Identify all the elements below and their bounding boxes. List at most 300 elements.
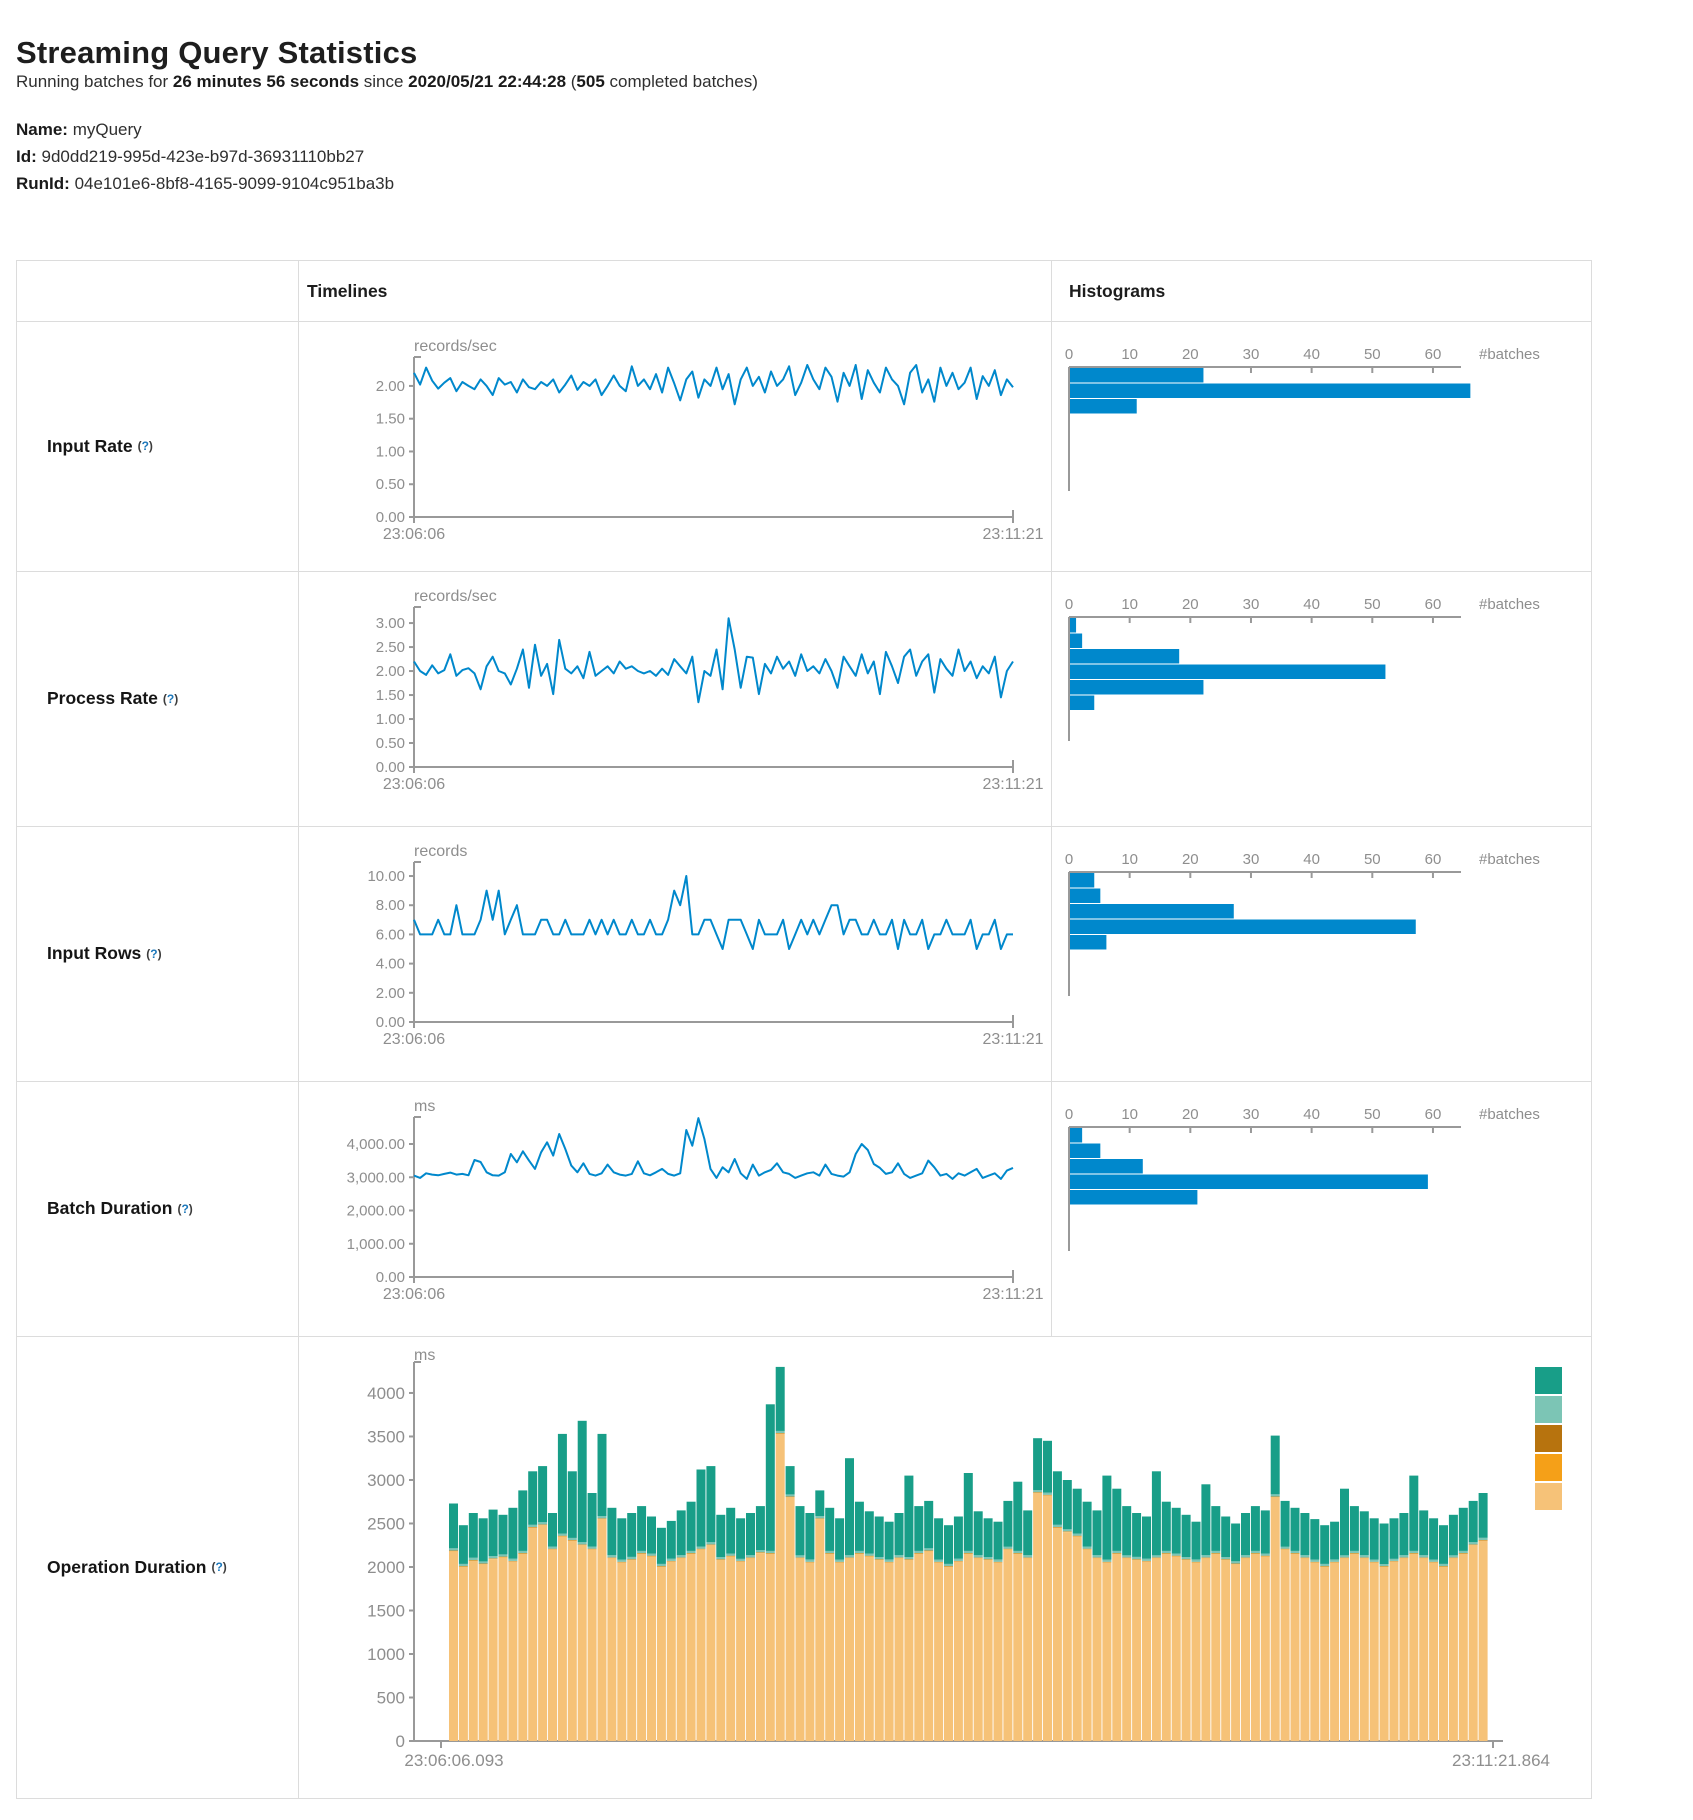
help-open-paren: ( <box>211 1560 216 1574</box>
help-close-paren: ) <box>222 1560 227 1574</box>
stacked-bar-segment <box>904 1557 913 1559</box>
stacked-bar-segment <box>1093 1510 1102 1555</box>
stacked-bar-segment <box>558 1434 567 1534</box>
stacked-bar-segment <box>1320 1525 1329 1564</box>
stacked-bar-segment <box>647 1557 656 1742</box>
stacked-bar-segment <box>1221 1560 1230 1741</box>
stacked-bar-segment <box>538 1522 547 1524</box>
row-label-process-rate <box>17 571 298 826</box>
stacked-bar-segment <box>756 1550 765 1552</box>
stacked-bar-segment <box>1083 1502 1092 1547</box>
operation-duration-stacked-chart <box>298 1336 1591 1803</box>
stacked-bar-segment <box>489 1556 498 1558</box>
y-tick-label: 1,000.00 <box>346 1235 405 1253</box>
stacked-bar-segment <box>974 1511 983 1555</box>
input-rows-histogram-svg <box>1051 826 1607 1076</box>
query-id-value: 9d0dd219-995d-423e-b97d-36931110bb27 <box>41 147 365 166</box>
stacked-bar-segment <box>805 1563 814 1741</box>
stacked-bar-segment <box>449 1504 458 1549</box>
stacked-bar-segment <box>716 1557 725 1559</box>
x-tick-label: 10 <box>1121 596 1139 613</box>
help-close-paren: ) <box>148 439 153 453</box>
x-tick-label: 30 <box>1242 346 1260 363</box>
stacked-bar-segment <box>1122 1506 1131 1555</box>
stacked-bar-segment <box>746 1513 755 1555</box>
subtitle-suffix: completed batches) <box>604 72 758 91</box>
histogram-bar <box>1070 1159 1143 1174</box>
stacked-bar-segment <box>994 1560 1003 1562</box>
stacked-bar-segment <box>1112 1554 1121 1741</box>
process-rate-timeline-chart <box>298 571 1051 826</box>
stacked-bar-segment <box>1390 1562 1399 1741</box>
histogram-bar <box>1070 1175 1428 1190</box>
stacked-bar-segment <box>607 1508 616 1555</box>
stacked-bar-segment <box>568 1538 577 1540</box>
stacked-bar-segment <box>805 1560 814 1562</box>
stacked-bar-segment <box>1132 1513 1141 1557</box>
stacked-bar-segment <box>1231 1561 1240 1563</box>
stacked-bar-segment <box>1291 1551 1300 1553</box>
stacked-bar-segment <box>528 1528 537 1741</box>
x-end-label: 23:11:21.864 <box>1452 1751 1550 1770</box>
x-tick-label: 20 <box>1181 851 1199 868</box>
stacked-bar-segment <box>1350 1551 1359 1553</box>
y-tick-label: 1.00 <box>375 711 405 729</box>
stacked-bar-segment <box>588 1493 597 1547</box>
stacked-bar-segment <box>1221 1517 1230 1558</box>
stacked-bar-segment <box>954 1559 963 1561</box>
stacked-bar-segment <box>766 1551 775 1553</box>
stacked-bar-segment <box>1132 1557 1141 1559</box>
input-rate-histogram-svg <box>1051 321 1607 571</box>
timeline-line <box>414 365 1013 404</box>
stacked-bar-segment <box>1469 1501 1478 1542</box>
stacked-bar-segment <box>667 1559 676 1561</box>
stacked-bar-segment <box>1419 1555 1428 1557</box>
subtitle-open-paren: ( <box>566 72 577 91</box>
stacked-bar-segment <box>1013 1554 1022 1741</box>
timelines-column-header: Timelines <box>307 280 388 301</box>
stacked-bar-segment <box>697 1547 706 1549</box>
stacked-bar-segment <box>1271 1436 1280 1495</box>
stacked-bar-segment <box>914 1554 923 1741</box>
stacked-bar-segment <box>825 1551 834 1553</box>
stacked-bar-segment <box>954 1562 963 1741</box>
stacked-bar-segment <box>845 1458 854 1555</box>
stacked-bar-segment <box>895 1558 904 1741</box>
x-tick-label: 50 <box>1363 596 1381 613</box>
stacked-bar-segment <box>964 1551 973 1553</box>
stacked-bar-segment <box>1409 1476 1418 1551</box>
input-rows-help-link[interactable] <box>146 947 161 961</box>
stacked-bar-segment <box>1142 1517 1151 1559</box>
stacked-bar-segment <box>568 1471 577 1538</box>
page-title: Streaming Query Statistics <box>16 34 418 70</box>
stacked-bar-segment <box>885 1522 894 1560</box>
stacked-bar-segment <box>756 1553 765 1741</box>
stacked-bar-segment <box>1340 1489 1349 1556</box>
stacked-bar-segment <box>1409 1554 1418 1741</box>
stacked-bar-segment <box>1479 1493 1488 1538</box>
stacked-bar-segment <box>706 1466 715 1542</box>
stacked-bar-segment <box>885 1560 894 1562</box>
stacked-bar-segment <box>825 1554 834 1741</box>
help-open-paren: ( <box>177 1201 182 1216</box>
stacked-bar-segment <box>598 1519 607 1741</box>
stacked-bar-segment <box>796 1506 805 1555</box>
stacked-bar-segment <box>479 1561 488 1563</box>
stacked-bar-segment <box>548 1513 557 1547</box>
stacked-bar-segment <box>518 1554 527 1741</box>
stacked-bar-segment <box>697 1550 706 1741</box>
histogram-bar <box>1070 920 1416 935</box>
stacked-bar-segment <box>954 1517 963 1559</box>
stacked-bar-segment <box>895 1555 904 1557</box>
stacked-bar-segment <box>1013 1482 1022 1551</box>
row-label-batch-duration <box>17 1081 298 1336</box>
stacked-bar-segment <box>588 1550 597 1741</box>
help-question-mark: ? <box>181 1201 189 1216</box>
stacked-bar-segment <box>1449 1555 1458 1557</box>
input-rate-histogram-chart <box>1051 321 1607 576</box>
stacked-bar-segment <box>499 1557 508 1741</box>
stacked-bar-segment <box>1261 1510 1270 1553</box>
stacked-bar-segment <box>459 1564 468 1566</box>
stacked-bar-segment <box>1330 1522 1339 1560</box>
stacked-bar-segment <box>1429 1563 1438 1741</box>
histograms-column-header: Histograms <box>1069 280 1166 301</box>
stacked-bar-segment <box>835 1563 844 1741</box>
stacked-bar-segment <box>1122 1555 1131 1557</box>
stacked-bar-segment <box>1053 1471 1062 1525</box>
stacked-bar-segment <box>677 1555 686 1557</box>
process-rate-histogram-chart <box>1051 571 1607 826</box>
stacked-bar-segment <box>1013 1551 1022 1553</box>
batches-axis-label: #batches <box>1479 851 1540 868</box>
timeline-line <box>414 1118 1013 1179</box>
stacked-bar-segment <box>459 1567 468 1741</box>
operation-duration-help-link[interactable] <box>211 1560 226 1574</box>
stacked-bar-segment <box>726 1557 735 1742</box>
stacked-bar-segment <box>687 1502 696 1551</box>
batches-axis-label: #batches <box>1479 596 1540 613</box>
stacked-bar-segment <box>489 1559 498 1741</box>
stacked-bar-segment <box>499 1554 508 1556</box>
stacked-bar-segment <box>508 1559 517 1561</box>
stacked-bar-segment <box>1469 1545 1478 1741</box>
stacked-bar-segment <box>706 1542 715 1544</box>
stacked-bar-segment <box>885 1563 894 1741</box>
legend-swatch <box>1535 1396 1562 1423</box>
legend-swatch <box>1535 1454 1562 1481</box>
stacked-bar-segment <box>875 1560 884 1741</box>
running-duration: 26 minutes 56 seconds <box>172 72 360 91</box>
stacked-bar-segment <box>687 1554 696 1741</box>
stacked-bar-segment <box>746 1558 755 1741</box>
stacked-bar-segment <box>1271 1494 1280 1496</box>
stacked-bar-segment <box>1003 1550 1012 1741</box>
stacked-bar-segment <box>518 1551 527 1553</box>
stacked-bar-segment <box>578 1421 587 1542</box>
stacked-bar-segment <box>1132 1560 1141 1741</box>
subtitle-prefix: Running batches for <box>16 72 173 91</box>
stacked-bar-segment <box>687 1551 696 1553</box>
stacked-bar-segment <box>617 1563 626 1741</box>
stacked-bar-segment <box>984 1557 993 1559</box>
stacked-bar-segment <box>994 1522 1003 1560</box>
stacked-bar-segment <box>607 1555 616 1557</box>
stacked-bar-segment <box>1033 1493 1042 1741</box>
input-rate-help-link[interactable] <box>138 439 153 453</box>
stacked-bar-segment <box>994 1563 1003 1741</box>
stacked-bar-segment <box>944 1564 953 1566</box>
stacked-bar-segment <box>934 1518 943 1559</box>
query-id-label: Id: <box>16 147 37 166</box>
stacked-bar-segment <box>974 1558 983 1741</box>
stacked-bar-segment <box>786 1497 795 1741</box>
histogram-bar <box>1070 1190 1197 1205</box>
stacked-bar-segment <box>1310 1563 1319 1741</box>
help-question-mark: ? <box>150 946 158 961</box>
stacked-bar-segment <box>1459 1508 1468 1551</box>
y-tick-label: 4,000.00 <box>346 1136 405 1154</box>
axis-unit-label: ms <box>414 1347 436 1364</box>
y-tick-label: 500 <box>376 1688 405 1708</box>
y-tick-label: 1.00 <box>375 443 405 461</box>
stacked-bar-segment <box>1043 1493 1052 1495</box>
stacked-bar-segment <box>835 1518 844 1559</box>
stacked-bar-segment <box>895 1513 904 1555</box>
histogram-bar <box>1070 1144 1100 1159</box>
stacked-bar-segment <box>1201 1558 1210 1741</box>
stacked-bar-segment <box>1221 1557 1230 1559</box>
input-rows-timeline-chart <box>298 826 1051 1081</box>
stacked-bar-segment <box>1152 1471 1161 1555</box>
stacked-bar-segment <box>904 1560 913 1741</box>
stacked-bar-segment <box>1419 1510 1428 1555</box>
stacked-bar-segment <box>1419 1558 1428 1741</box>
query-runid-label: RunId: <box>16 174 70 193</box>
stacked-bar-segment <box>637 1551 646 1553</box>
operation-duration-svg <box>298 1336 1591 1798</box>
stacked-bar-segment <box>845 1555 854 1557</box>
stacked-bar-segment <box>657 1528 666 1564</box>
legend-swatch <box>1535 1425 1562 1452</box>
stacked-bar-segment <box>1281 1550 1290 1741</box>
query-id-line <box>16 147 364 167</box>
stacked-bar-segment <box>805 1513 814 1560</box>
x-tick-label: 50 <box>1363 1106 1381 1123</box>
stacked-bar-segment <box>924 1501 933 1548</box>
x-tick-label: 10 <box>1121 346 1139 363</box>
stacked-bar-segment <box>736 1562 745 1741</box>
batch-duration-help-link[interactable] <box>177 1202 192 1216</box>
x-start-label: 23:06:06 <box>382 526 446 543</box>
stacked-bar-segment <box>1182 1560 1191 1741</box>
stacked-bar-segment <box>1360 1511 1369 1555</box>
stacked-bar-segment <box>1459 1551 1468 1553</box>
stacked-bar-segment <box>637 1554 646 1741</box>
stacked-bar-segment <box>904 1476 913 1557</box>
stacked-bar-segment <box>588 1547 597 1549</box>
y-tick-label: 10.00 <box>367 868 405 886</box>
stacked-bar-segment <box>736 1559 745 1561</box>
stacked-bar-segment <box>1399 1513 1408 1555</box>
histogram-bar <box>1070 634 1082 649</box>
help-open-paren: ( <box>137 439 142 453</box>
stacked-bar-segment <box>1449 1558 1458 1741</box>
y-tick-label: 0 <box>395 1732 405 1751</box>
x-tick-label: 50 <box>1363 346 1381 363</box>
operation-duration-label: Operation Duration <box>47 1556 207 1577</box>
process-rate-help-link[interactable] <box>163 692 178 706</box>
stacked-bar-segment <box>1370 1518 1379 1559</box>
stacked-bar-segment <box>1192 1522 1201 1560</box>
stacked-bar-segment <box>1350 1506 1359 1551</box>
help-close-paren: ) <box>174 691 179 706</box>
stacked-bar-segment <box>1023 1555 1032 1557</box>
stacked-bar-segment <box>1320 1567 1329 1741</box>
stacked-bar-segment <box>1172 1508 1181 1554</box>
stacked-bar-segment <box>627 1513 636 1557</box>
stacked-bar-segment <box>1300 1558 1309 1741</box>
stacked-bar-segment <box>647 1554 656 1556</box>
y-tick-label: 1000 <box>367 1644 405 1664</box>
stacked-bar-segment <box>1053 1528 1062 1741</box>
stacked-bar-segment <box>1439 1567 1448 1741</box>
batch-duration-label: Batch Duration <box>47 1198 173 1218</box>
stacked-bar-segment <box>1073 1534 1082 1536</box>
stacked-bar-segment <box>1469 1542 1478 1544</box>
stacked-bar-segment <box>746 1555 755 1557</box>
batch-duration-timeline-svg <box>298 1081 1051 1331</box>
stacked-bar-segment <box>1093 1555 1102 1557</box>
stacked-bar-segment <box>1112 1551 1121 1553</box>
statistics-table <box>16 260 1592 1799</box>
stacked-bar-segment <box>865 1557 874 1742</box>
stacked-bar-segment <box>1241 1558 1250 1741</box>
stacked-bar-segment <box>1281 1547 1290 1549</box>
stacked-bar-segment <box>1360 1558 1369 1741</box>
stacked-bar-segment <box>627 1560 636 1741</box>
histogram-bar <box>1070 665 1385 680</box>
query-name-line <box>16 120 142 140</box>
x-start-label: 23:06:06 <box>382 776 446 793</box>
batch-duration-histogram-svg <box>1051 1081 1607 1331</box>
x-start-label: 23:06:06 <box>382 1031 446 1048</box>
stacked-bar-segment <box>1271 1497 1280 1741</box>
stacked-bar-segment <box>1439 1564 1448 1566</box>
stacked-bar-segment <box>934 1560 943 1562</box>
stacked-bar-segment <box>548 1550 557 1741</box>
stacked-bar-segment <box>1023 1510 1032 1555</box>
stacked-bar-segment <box>1330 1563 1339 1741</box>
x-tick-label: 0 <box>1064 1106 1074 1123</box>
stacked-bar-segment <box>1112 1489 1121 1551</box>
stacked-bar-segment <box>726 1508 735 1554</box>
stacked-bar-segment <box>1399 1555 1408 1557</box>
timeline-line <box>414 876 1013 949</box>
stacked-bar-segment <box>459 1525 468 1564</box>
stacked-bar-segment <box>1479 1541 1488 1741</box>
stacked-bar-segment <box>538 1466 547 1522</box>
batch-duration-timeline-chart <box>298 1081 1051 1336</box>
help-open-paren: ( <box>146 946 151 961</box>
stacked-bar-segment <box>1449 1515 1458 1556</box>
query-runid-line <box>16 174 394 194</box>
stacked-bar-segment <box>538 1525 547 1741</box>
stacked-bar-segment <box>1231 1564 1240 1741</box>
x-tick-label: 40 <box>1303 851 1320 868</box>
stacked-bar-segment <box>1043 1496 1052 1741</box>
y-tick-label: 0.00 <box>375 1014 405 1031</box>
stacked-bar-segment <box>479 1518 488 1561</box>
stacked-bar-segment <box>1102 1563 1111 1741</box>
y-tick-label: 3000 <box>367 1470 405 1490</box>
stacked-bar-segment <box>1152 1558 1161 1741</box>
stacked-bar-segment <box>825 1508 834 1551</box>
stacked-bar-segment <box>1003 1501 1012 1547</box>
histogram-bar <box>1070 680 1203 695</box>
x-tick-label: 0 <box>1064 346 1074 363</box>
stacked-bar-segment <box>667 1562 676 1741</box>
histogram-bar <box>1070 618 1076 633</box>
stacked-bar-segment <box>776 1367 785 1431</box>
stacked-bar-segment <box>855 1551 864 1553</box>
stacked-bar-segment <box>855 1502 864 1551</box>
stacked-bar-segment <box>1211 1554 1220 1741</box>
stacked-bar-segment <box>1201 1484 1210 1555</box>
stacked-bar-segment <box>974 1555 983 1557</box>
y-tick-label: 4000 <box>367 1383 405 1403</box>
stacked-bar-segment <box>657 1567 666 1741</box>
stacked-bar-segment <box>964 1554 973 1741</box>
stacked-bar-segment <box>1142 1559 1151 1561</box>
stacked-bar-segment <box>1310 1560 1319 1562</box>
axis-unit-label: records <box>414 843 468 860</box>
stacked-bar-segment <box>1162 1554 1171 1741</box>
stacked-bar-segment <box>756 1506 765 1550</box>
help-question-mark: ? <box>141 439 149 453</box>
stacked-bar-segment <box>1380 1567 1389 1741</box>
stacked-bar-segment <box>1093 1558 1102 1741</box>
stacked-bar-segment <box>578 1545 587 1741</box>
stacked-bar-segment <box>637 1506 646 1551</box>
stacked-bar-segment <box>934 1563 943 1741</box>
x-end-label: 23:11:21 <box>982 776 1044 793</box>
histogram-bar <box>1070 935 1106 950</box>
stacked-bar-segment <box>1251 1506 1260 1551</box>
stacked-bar-segment <box>1211 1506 1220 1551</box>
stacked-bar-segment <box>1102 1476 1111 1560</box>
process-rate-timeline-svg <box>298 571 1051 821</box>
row-label-input-rows <box>17 826 298 1081</box>
y-tick-label: 4.00 <box>375 955 405 973</box>
y-tick-label: 2.00 <box>375 663 405 681</box>
stacked-bar-segment <box>469 1513 478 1558</box>
histogram-bar <box>1070 368 1203 383</box>
stacked-bar-segment <box>1340 1558 1349 1741</box>
input-rate-timeline-svg <box>298 321 1051 571</box>
stacked-bar-segment <box>815 1516 824 1518</box>
axis-unit-label: ms <box>414 1098 436 1115</box>
stacked-bar-segment <box>617 1560 626 1562</box>
stacked-bar-segment <box>786 1466 795 1494</box>
stacked-bar-segment <box>558 1534 567 1536</box>
stacked-bar-segment <box>697 1470 706 1547</box>
histogram-bar <box>1070 904 1234 919</box>
query-runid-value: 04e101e6-8bf8-4165-9099-9104c951ba3b <box>74 174 395 193</box>
